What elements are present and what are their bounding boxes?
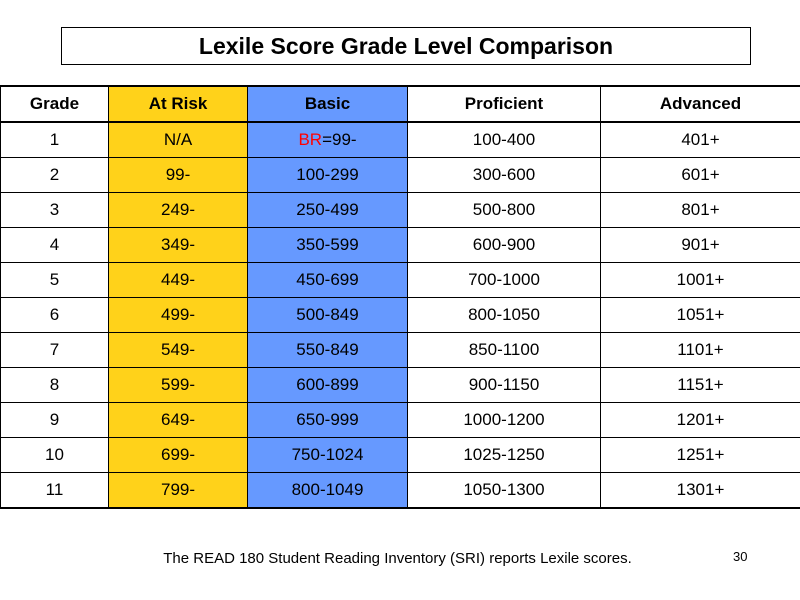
cell-proficient: 850-1100 [408,333,601,368]
table-row [1,473,800,509]
cell-basic: 250-499 [248,193,408,228]
table-header-row [1,86,800,122]
cell-advanced: 1101+ [601,333,800,368]
cell-proficient: 900-1150 [408,368,601,403]
header-grade: Grade [1,86,109,122]
br-label: BR [298,130,323,149]
cell-proficient: 700-1000 [408,263,601,298]
cell-basic: 350-599 [248,228,408,263]
cell-grade: 2 [1,158,109,193]
cell-advanced: 1201+ [601,403,800,438]
cell-proficient: 300-600 [408,158,601,193]
cell-basic: 650-999 [248,403,408,438]
cell-advanced: 1251+ [601,438,800,473]
cell-proficient: 100-400 [408,122,601,158]
cell-advanced: 1301+ [601,473,800,509]
cell-proficient: 500-800 [408,193,601,228]
cell-at-risk: 799- [109,473,248,509]
cell-at-risk: 449- [109,263,248,298]
table-row [1,228,800,263]
cell-at-risk: 599- [109,368,248,403]
cell-basic: 500-849 [248,298,408,333]
footer-text: The READ 180 Student Reading Inventory (SRI) reports Lexile scores. [163,550,632,567]
cell-grade: 3 [1,193,109,228]
cell-grade: 1 [1,122,109,158]
cell-at-risk: 499- [109,298,248,333]
page-number: 30 [733,549,748,564]
table-row [1,298,800,333]
cell-proficient: 800-1050 [408,298,601,333]
cell-basic: 550-849 [248,333,408,368]
cell-grade: 10 [1,438,109,473]
cell-advanced: 1151+ [601,368,800,403]
footer-note [0,550,800,567]
cell-basic: 450-699 [248,263,408,298]
header-basic: Basic [248,86,408,122]
cell-advanced: 1001+ [601,263,800,298]
cell-advanced: 1051+ [601,298,800,333]
cell-at-risk: 349- [109,228,248,263]
cell-advanced: 901+ [601,228,800,263]
cell-basic: 800-1049 [248,473,408,509]
header-advanced: Advanced [601,86,800,122]
cell-proficient: 1000-1200 [408,403,601,438]
cell-proficient: 600-900 [408,228,601,263]
cell-grade: 4 [1,228,109,263]
table-row [1,122,800,158]
slide-title: Lexile Score Grade Level Comparison [61,27,751,65]
table-row [1,158,800,193]
cell-basic: 600-899 [248,368,408,403]
cell-basic: 750-1024 [248,438,408,473]
cell-advanced: 801+ [601,193,800,228]
cell-advanced: 601+ [601,158,800,193]
br-value: =99- [322,130,357,149]
table-row [1,193,800,228]
cell-proficient: 1050-1300 [408,473,601,509]
cell-at-risk: N/A [109,122,248,158]
table-row [1,263,800,298]
cell-at-risk: 649- [109,403,248,438]
cell-grade: 5 [1,263,109,298]
cell-grade: 7 [1,333,109,368]
table-row [1,438,800,473]
cell-advanced: 401+ [601,122,800,158]
cell-at-risk: 699- [109,438,248,473]
cell-grade: 8 [1,368,109,403]
cell-grade: 6 [1,298,109,333]
cell-at-risk: 549- [109,333,248,368]
cell-at-risk: 249- [109,193,248,228]
cell-proficient: 1025-1250 [408,438,601,473]
table-row [1,333,800,368]
table-row [1,403,800,438]
cell-grade: 9 [1,403,109,438]
cell-basic: 100-299 [248,158,408,193]
cell-basic [248,122,408,158]
header-proficient: Proficient [408,86,601,122]
lexile-table [0,85,800,509]
header-at-risk: At Risk [109,86,248,122]
cell-at-risk: 99- [109,158,248,193]
table-row [1,368,800,403]
cell-grade: 11 [1,473,109,509]
